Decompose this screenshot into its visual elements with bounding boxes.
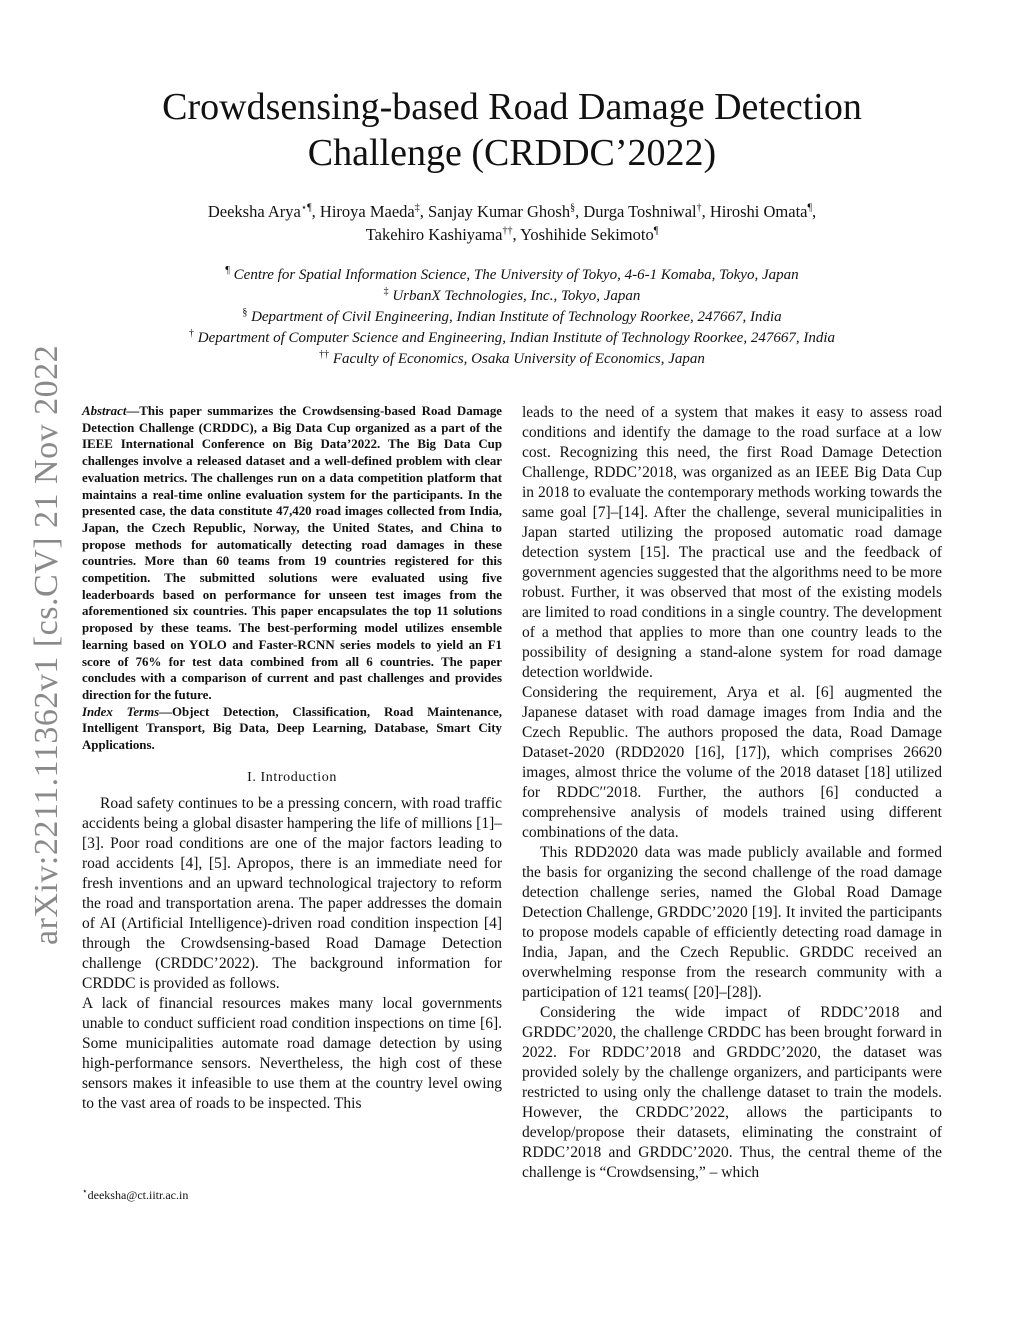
right-column <box>522 403 942 1183</box>
affiliation: ‡ UrbanX Technologies, Inc., Tokyo, Japan <box>383 286 641 304</box>
abstract-text: —This paper summarizes the Crowdsensing-based Road Damage Detection Challenge (CRDDC), a Big Data Cup organized as a part of the IEEE International Conference on Big Data’2022. The Big Data Cup challenges involve a released dataset and a well-defined problem with clear evaluation metrics. The challenges run on a data competition platform that maintains a real-time online evaluation system for the participants. In the presented case, the data constitute 47,420 road images collected from India, Japan, the Czech Republic, Norway, the United States, and China to propose methods for automatically detecting road damages in these countries. More than 60 teams from 19 countries registered for this competition. The submitted solutions were evaluated using five leaderboards based on performance for unseen test images from the aforementioned six countries. This paper encapsulates the top 11 solutions proposed by these teams. The best-performing model utilizes ensemble learning based on YOLO and Faster-RCNN series models to yield an F1 score of 76% for test data combined from all 6 countries. The paper concludes with a comparison of current and past challenges and provides direction for the future. <box>82 404 502 702</box>
footnote-email: deeksha@ct.iitr.ac.in <box>87 1188 189 1202</box>
author: Takehiro Kashiyama††, <box>365 225 521 244</box>
paragraph: Road safety continues to be a pressing concern, with road traffic accidents being a global disaster hampering the life of millions [1]–[3]. Poor road conditions are one of the major factors leading to road accidents [4], [5]. Apropos, there is an immediate need for fresh inventions and an upward technological trajectory to reform the road and transportation arena. The paper addresses the domain of AI (Artificial Intelligence)-driven road condition inspection [4] through the Crowdsensing-based Road Damage Detection challenge (CRDDC’2022). The background information for CRDDC is provided as follows. <box>82 794 502 992</box>
title-line-1: Crowdsensing-based Road Damage Detection <box>162 86 862 128</box>
section-heading: I. Introduction <box>247 769 337 785</box>
author: Deeksha Arya⋆¶, <box>207 202 320 221</box>
paragraph: leads to the need of a system that makes it easy to assess road conditions and identify the damage to the road surface at a low cost. Recognizing this need, the first Road Damage Detection Challenge, RDDC’2018, was organized as an IEEE Big Data Cup in 2018 to evaluate the contemporary methods working towards the same goal [7]–[14]. After the challenge, several municipalities in Japan started utilizing the proposed automatic road damage detection system [15]. The practical use and the feedback of government agencies suggested that the algorithms need to be more robust. Further, it was observed that most of the existing models are limited to road conditions in a single country. The development of a method that applies to more than one country leads to the possibility of designing a stand-alone system for road damage detection worldwide. <box>522 404 942 681</box>
abstract <box>82 403 502 704</box>
footnote <box>82 1186 188 1203</box>
paragraph: A lack of financial resources makes many local governments unable to conduct sufficient road condition inspections on time [6]. Some municipalities automate road damage detection by using high-performance sensors. Nevertheless, the high cost of these sensors makes it infeasible to use them at the country level owing to the vast area of roads to be inspected. This <box>82 994 502 1112</box>
author: Hiroshi Omata¶, <box>709 202 817 221</box>
author: Hiroya Maeda‡, <box>319 202 429 221</box>
affiliation: ¶ Centre for Spatial Information Science, The University of Tokyo, 4-6-1 Komaba, Tokyo, Japan <box>225 265 799 283</box>
author: Sanjay Kumar Ghosh§, <box>428 202 584 221</box>
paragraph: Considering the requirement, Arya et al. [6] augmented the Japanese dataset with road damage images from India and the Czech Republic. The authors proposed the data, Road Damage Dataset-2020 (RDD2020 [16], [17]), which comprises 26620 images, almost thrice the volume of the 2018 dataset [18] utilized for RDDC′′2018. Further, the authors [6] conducted a comprehensive analysis of models trained using different combinations of the data. <box>522 684 942 841</box>
title-line-2: Challenge (CRDDC’2022) <box>307 132 717 174</box>
affiliation: †† Faculty of Economics, Osaka University of Economics, Japan <box>319 349 705 367</box>
footnote-mark: ⋆ <box>82 1186 88 1196</box>
affiliation: † Department of Computer Science and Engineering, Indian Institute of Technology Roorkee, 247667, India <box>188 328 835 346</box>
paper-title <box>100 84 924 176</box>
index-terms-text: —Object Detection, Classification, Road Maintenance, Intelligent Transport, Big Data, Deep Learning, Database, Smart City Applications. <box>82 704 502 753</box>
paragraph: Considering the wide impact of RDDC’2018 and GRDDC’2020, the challenge CRDDC has been brought forward in 2022. For RDDC’2018 and GRDDC’2020, the dataset was provided solely by the challenge organizers, and participants were restricted to using only the challenge dataset to train the models. However, the CRDDC’2022, allows the participants to develop/propose their datasets, eliminating the constraint of RDDC’2018 and GRDDC’2020. Thus, the central theme of the challenge is “Crowdsensing,” – which <box>522 1004 942 1181</box>
author-list <box>100 200 924 246</box>
left-column <box>82 403 502 1114</box>
arxiv-identifier-stamp: arXiv:2211.11362v1 [cs.CV] 21 Nov 2022 <box>28 344 65 945</box>
introduction-body <box>82 794 502 1114</box>
index-terms-label: Index Terms <box>82 704 160 719</box>
affiliation-list <box>100 265 924 370</box>
index-terms <box>82 704 502 754</box>
abstract-label: Abstract <box>82 404 127 418</box>
author: Yoshihide Sekimoto¶ <box>520 225 659 244</box>
affiliation: § Department of Civil Engineering, Indian Institute of Technology Roorkee, 247667, India <box>242 307 782 325</box>
paragraph: This RDD2020 data was made publicly available and formed the basis for organizing the second challenge of the road damage detection challenge series, named the Global Road Damage Detection Challenge, GRDDC’2020 [19]. It invited the participants to propose models capable of efficiently detecting road damage in India, Japan, and the Czech Republic. GRDDC received an overwhelming response from the research community with a participation of 121 teams( [20]–[28]). <box>522 844 942 1001</box>
author: Durga Toshniwal†, <box>583 202 710 221</box>
